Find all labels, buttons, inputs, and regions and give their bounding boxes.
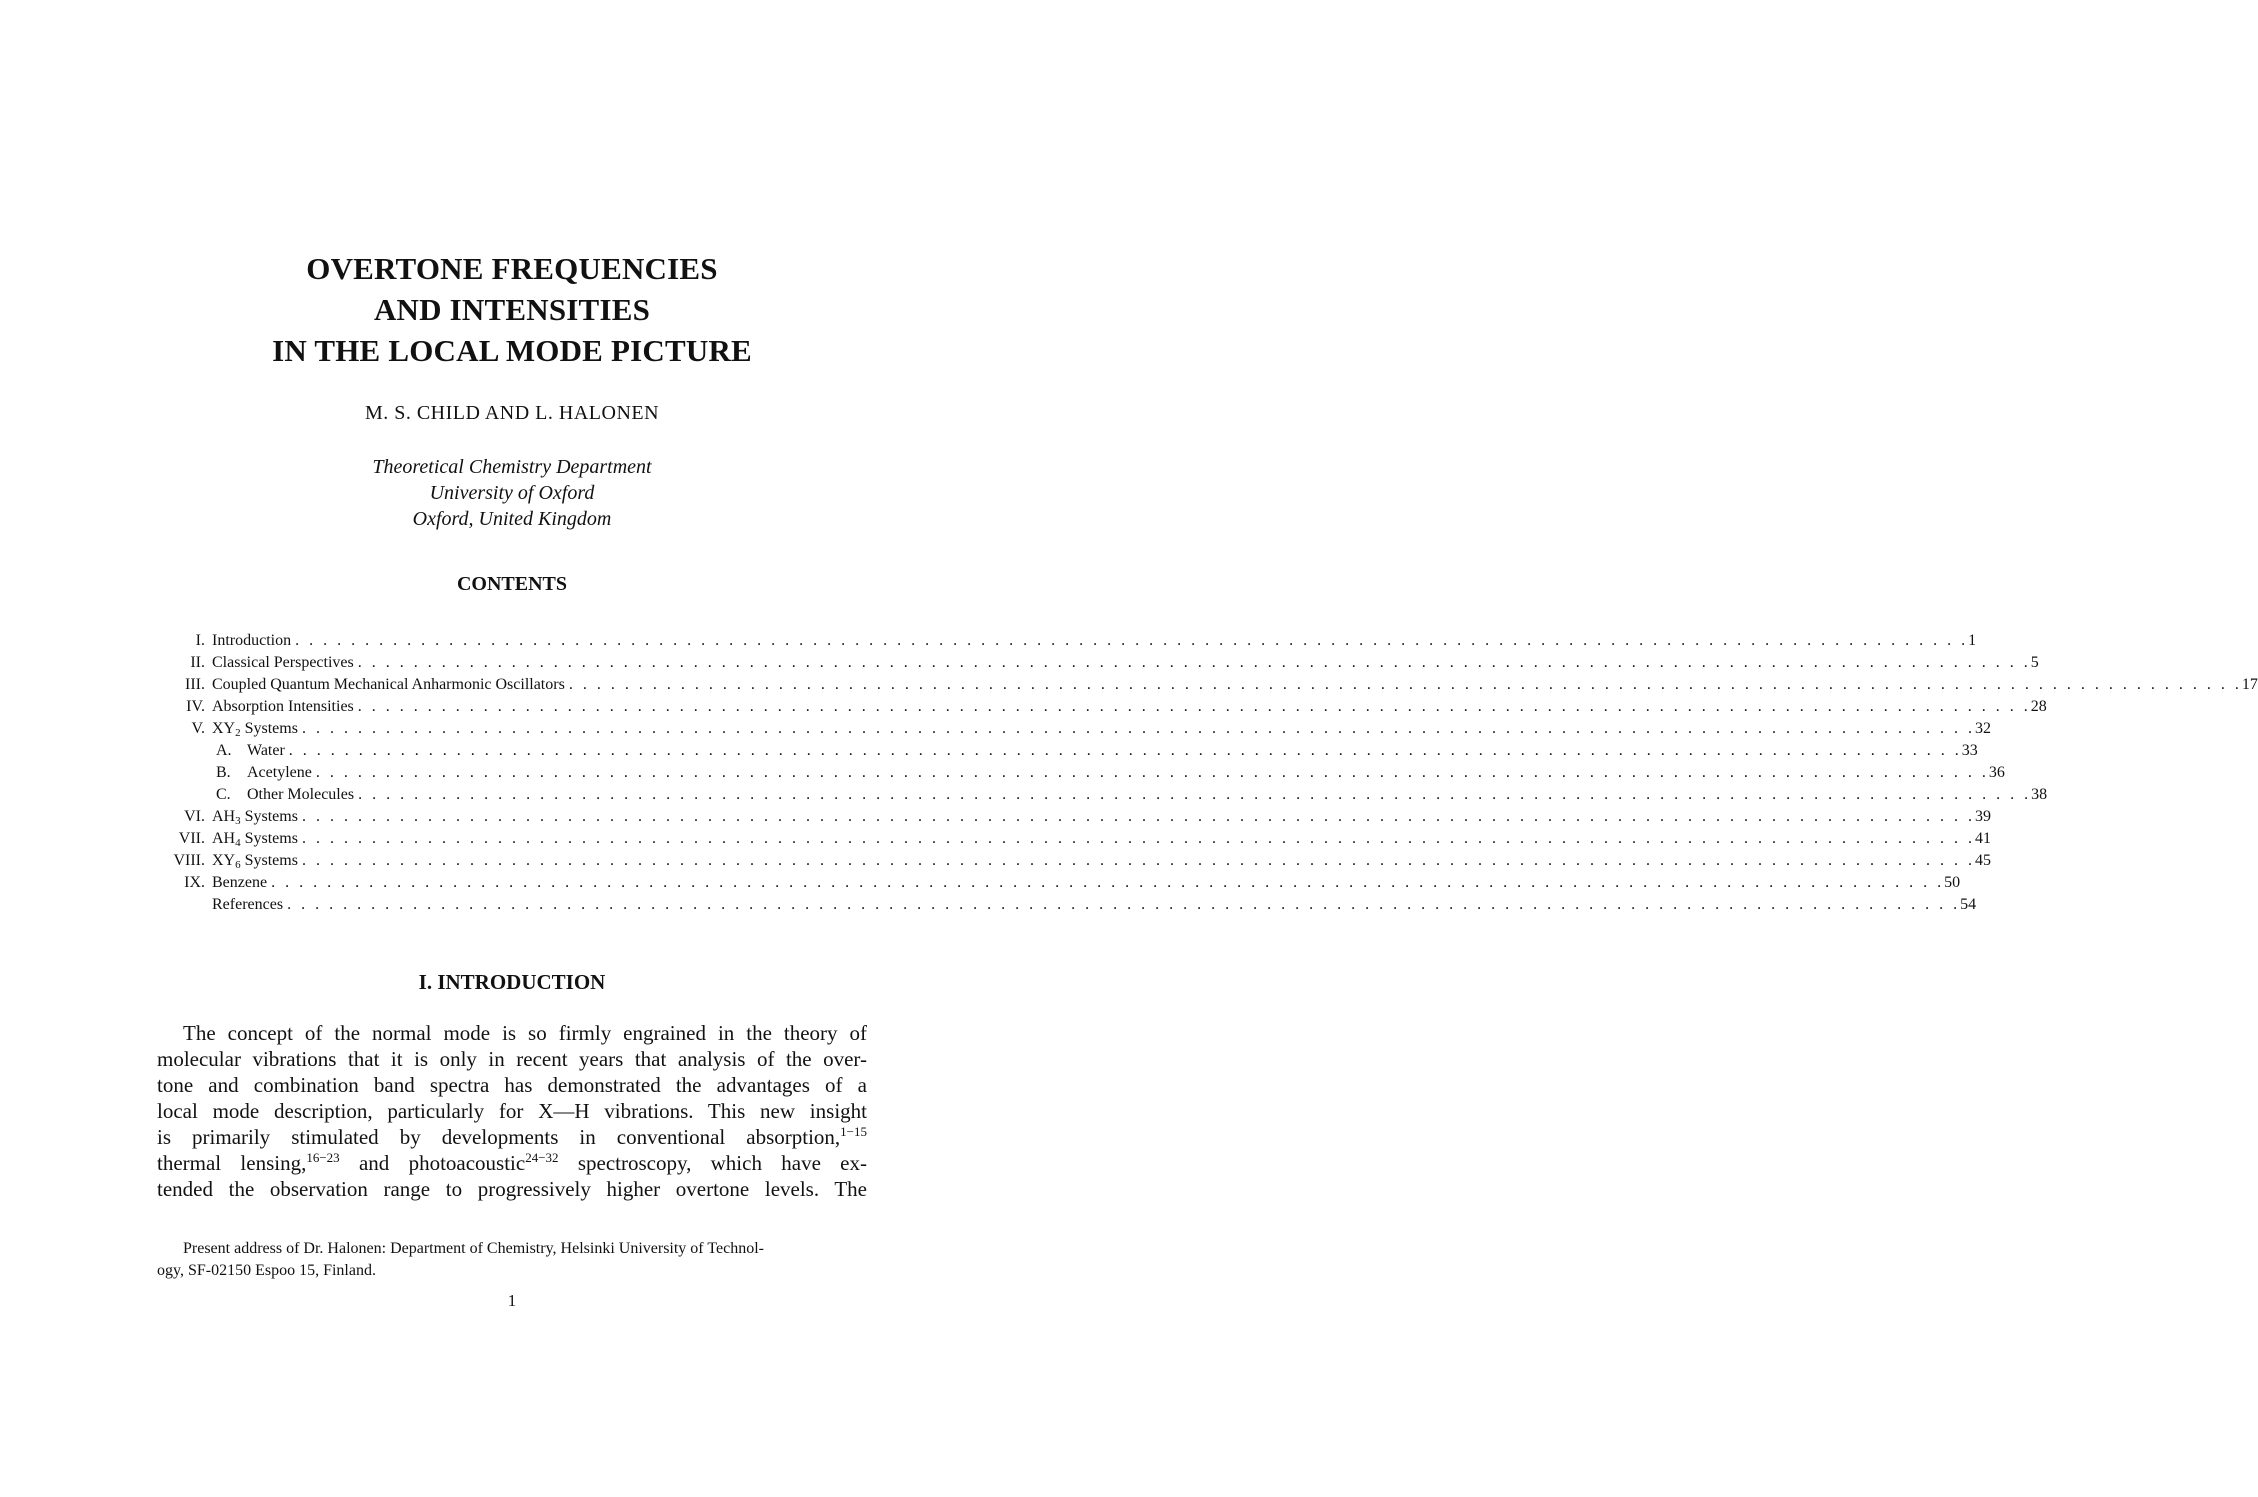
toc-row <box>150 806 1991 828</box>
body-text-span: spectroscopy, which have ex- <box>558 1151 867 1175</box>
citation-superscript: 1−15 <box>840 1124 867 1139</box>
page-number: 1 <box>507 1291 517 1310</box>
footnote-line: ogy, SF-02150 Espoo 15, Finland. <box>157 1262 376 1279</box>
toc-entry <box>212 696 2047 718</box>
toc-leader-dots: . . . . . . . . . . . . . . . . . . . . . . . . . . . . . . . . . . . . . . . . . . . . . . . . . . . . . . . . . . . . . . . . . . . . . . . . . . . . . . . . . . . . . . . . . . . . . . . . . . . . . . . . . . . . . . . . . . . . . . . . <box>295 632 1969 649</box>
toc-row <box>150 872 1961 894</box>
toc-section-number: IX. <box>184 874 205 891</box>
toc-entry <box>216 784 2048 806</box>
toc-label-text: XY <box>212 720 236 737</box>
toc-label-text: XY <box>212 852 236 869</box>
toc-label <box>212 652 354 674</box>
toc-label <box>212 894 283 916</box>
toc-label-text: Other Molecules <box>247 786 355 803</box>
affiliation <box>0 454 1024 532</box>
toc-leader-dots: . . . . . . . . . . . . . . . . . . . . . . . . . . . . . . . . . . . . . . . . . . . . . . . . . . . . . . . . . . . . . . . . . . . . . . . . . . . . . . . . . . . . . . . . . . . . . . . . . . . . . . . . . . . . . . . . . . . . . . . . <box>271 874 1945 891</box>
body-line <box>157 1150 867 1176</box>
toc-subsection-letter: C. <box>216 786 231 803</box>
toc-label-text: Acetylene <box>247 764 312 781</box>
toc-leader-dots: . . . . . . . . . . . . . . . . . . . . . . . . . . . . . . . . . . . . . . . . . . . . . . . . . . . . . . . . . . . . . . . . . . . . . . . . . . . . . . . . . . . . . . . . . . . . . . . . . . . . . . . . . . . . . . . . . . . . . . . . <box>315 764 1989 781</box>
toc-label <box>212 828 298 850</box>
toc-row <box>150 674 2258 696</box>
toc-page-number: 17 <box>2241 676 2258 693</box>
footnote-line: Present address of Dr. Halonen: Department of Chemistry, Helsinki University of Technol- <box>183 1240 764 1257</box>
citation-superscript: 24−32 <box>525 1150 559 1165</box>
toc-row <box>150 718 1991 740</box>
toc-entry <box>216 740 1978 762</box>
toc-entry <box>212 652 2039 674</box>
toc-entry <box>212 828 1991 850</box>
toc-page-number: 5 <box>2030 654 2039 671</box>
affiliation-line: University of Oxford <box>429 482 595 504</box>
body-line: tended the observation range to progressively higher overtone levels. The <box>157 1177 867 1201</box>
toc-label-text: Benzene <box>212 874 268 891</box>
toc-subsection-letter: A. <box>216 742 232 759</box>
toc-label <box>212 696 354 718</box>
toc-page-number: 36 <box>1988 764 2005 781</box>
footnote <box>157 1238 867 1282</box>
toc-page-number: 45 <box>1974 852 1991 869</box>
body-line: local mode description, particularly for X—H vibrations. This new insight <box>157 1099 867 1123</box>
toc-label-text: Classical Perspectives <box>212 654 354 671</box>
body-line <box>157 1124 867 1150</box>
toc-row <box>150 630 1977 652</box>
affiliation-line: Theoretical Chemistry Department <box>372 456 652 478</box>
toc-row <box>150 652 2039 674</box>
toc-entry <box>212 674 2258 696</box>
toc-label-subscript: 2 <box>235 727 241 739</box>
toc-entry <box>212 894 1977 916</box>
toc-label-subscript: 4 <box>235 837 241 849</box>
toc-label-text: AH <box>212 830 236 847</box>
toc-label-text: Absorption Intensities <box>212 698 354 715</box>
toc-page-number: 1 <box>1968 632 1977 649</box>
toc-label-text: Systems <box>240 852 298 869</box>
toc-label <box>216 762 312 784</box>
toc-label-text: Systems <box>240 808 298 825</box>
authors: M. S. CHILD AND L. HALONEN <box>364 402 660 424</box>
toc-leader-dots: . . . . . . . . . . . . . . . . . . . . . . . . . . . . . . . . . . . . . . . . . . . . . . . . . . . . . . . . . . . . . . . . . . . . . . . . . . . . . . . . . . . . . . . . . . . . . . . . . . . . . . . . . . . . . . . . . . . . . . . . <box>301 852 1975 869</box>
toc-section-number: V. <box>191 720 205 737</box>
toc-entry <box>212 718 1991 740</box>
toc-row <box>150 894 1977 916</box>
toc-leader-dots: . . . . . . . . . . . . . . . . . . . . . . . . . . . . . . . . . . . . . . . . . . . . . . . . . . . . . . . . . . . . . . . . . . . . . . . . . . . . . . . . . . . . . . . . . . . . . . . . . . . . . . . . . . . . . . . . . . . . . . . . <box>568 676 2242 693</box>
body-line: molecular vibrations that it is only in recent years that analysis of the over- <box>157 1047 867 1071</box>
toc-leader-dots: . . . . . . . . . . . . . . . . . . . . . . . . . . . . . . . . . . . . . . . . . . . . . . . . . . . . . . . . . . . . . . . . . . . . . . . . . . . . . . . . . . . . . . . . . . . . . . . . . . . . . . . . . . . . . . . . . . . . . . . . <box>357 654 2031 671</box>
body-text-span: thermal lensing, <box>157 1151 307 1175</box>
toc-section-number: VI. <box>184 808 205 825</box>
toc-label <box>216 740 285 762</box>
toc-entry <box>216 762 2005 784</box>
toc-label <box>216 784 354 806</box>
toc-label <box>212 630 291 652</box>
body-paragraph <box>157 1020 867 1202</box>
toc-label-text: Water <box>247 742 285 759</box>
toc-page-number: 33 <box>1961 742 1978 759</box>
toc-row <box>150 762 2005 784</box>
toc-page-number: 38 <box>2031 786 2048 803</box>
toc-label <box>212 850 298 872</box>
contents-heading: CONTENTS <box>456 573 568 595</box>
citation-superscript: 16−23 <box>306 1150 340 1165</box>
toc-section-number: III. <box>185 676 205 693</box>
toc-leader-dots: . . . . . . . . . . . . . . . . . . . . . . . . . . . . . . . . . . . . . . . . . . . . . . . . . . . . . . . . . . . . . . . . . . . . . . . . . . . . . . . . . . . . . . . . . . . . . . . . . . . . . . . . . . . . . . . . . . . . . . . . <box>357 698 2031 715</box>
toc-label <box>212 674 565 696</box>
toc-entry <box>212 630 1977 652</box>
body-line: tone and combination band spectra has demonstrated the advantages of a <box>157 1073 867 1097</box>
toc-label-text: AH <box>212 808 236 825</box>
toc-section-number: IV. <box>186 698 205 715</box>
toc-row <box>150 850 1991 872</box>
toc-section-number: I. <box>195 632 205 649</box>
title-line: OVERTONE FREQUENCIES <box>306 251 718 286</box>
section-heading: I. INTRODUCTION <box>418 970 606 994</box>
toc-leader-dots: . . . . . . . . . . . . . . . . . . . . . . . . . . . . . . . . . . . . . . . . . . . . . . . . . . . . . . . . . . . . . . . . . . . . . . . . . . . . . . . . . . . . . . . . . . . . . . . . . . . . . . . . . . . . . . . . . . . . . . . . <box>301 808 1975 825</box>
body-line: The concept of the normal mode is so firmly engrained in the theory of <box>183 1021 867 1045</box>
body-text-span: is primarily stimulated by developments in conventional absorption, <box>157 1125 841 1149</box>
toc-label-text: Systems <box>240 720 298 737</box>
toc-label-text: References <box>212 896 284 913</box>
toc-section-number: VII. <box>178 830 205 847</box>
toc-entry <box>212 850 1991 872</box>
toc-section-number: VIII. <box>173 852 205 869</box>
toc-leader-dots: . . . . . . . . . . . . . . . . . . . . . . . . . . . . . . . . . . . . . . . . . . . . . . . . . . . . . . . . . . . . . . . . . . . . . . . . . . . . . . . . . . . . . . . . . . . . . . . . . . . . . . . . . . . . . . . . . . . . . . . . <box>301 830 1975 847</box>
title-line: IN THE LOCAL MODE PICTURE <box>272 333 752 368</box>
toc-label <box>212 872 267 894</box>
toc-leader-dots: . . . . . . . . . . . . . . . . . . . . . . . . . . . . . . . . . . . . . . . . . . . . . . . . . . . . . . . . . . . . . . . . . . . . . . . . . . . . . . . . . . . . . . . . . . . . . . . . . . . . . . . . . . . . . . . . . . . . . . . . <box>288 742 1962 759</box>
toc-section-number: II. <box>190 654 205 671</box>
toc-page-number: 39 <box>1974 808 1991 825</box>
toc-row <box>150 784 2048 806</box>
toc-subsection-letter: B. <box>216 764 231 781</box>
body-text-span: and photoacoustic <box>339 1151 526 1175</box>
toc-entry <box>212 872 1961 894</box>
toc-row <box>150 740 1978 762</box>
toc-entry <box>212 806 1991 828</box>
toc-leader-dots: . . . . . . . . . . . . . . . . . . . . . . . . . . . . . . . . . . . . . . . . . . . . . . . . . . . . . . . . . . . . . . . . . . . . . . . . . . . . . . . . . . . . . . . . . . . . . . . . . . . . . . . . . . . . . . . . . . . . . . . . <box>358 786 2032 803</box>
toc-label <box>212 806 298 828</box>
toc-page-number: 28 <box>2030 698 2047 715</box>
toc-page-number: 54 <box>1960 896 1977 913</box>
affiliation-line: Oxford, United Kingdom <box>412 508 612 530</box>
toc-label-text: Introduction <box>212 632 292 649</box>
toc-label <box>212 718 298 740</box>
article-title <box>0 248 1024 371</box>
toc-label-text: Systems <box>240 830 298 847</box>
toc-leader-dots: . . . . . . . . . . . . . . . . . . . . . . . . . . . . . . . . . . . . . . . . . . . . . . . . . . . . . . . . . . . . . . . . . . . . . . . . . . . . . . . . . . . . . . . . . . . . . . . . . . . . . . . . . . . . . . . . . . . . . . . . <box>287 896 1961 913</box>
toc-leader-dots: . . . . . . . . . . . . . . . . . . . . . . . . . . . . . . . . . . . . . . . . . . . . . . . . . . . . . . . . . . . . . . . . . . . . . . . . . . . . . . . . . . . . . . . . . . . . . . . . . . . . . . . . . . . . . . . . . . . . . . . . <box>301 720 1975 737</box>
toc-page-number: 41 <box>1974 830 1991 847</box>
title-line: AND INTENSITIES <box>373 292 651 327</box>
toc-label-text: Coupled Quantum Mechanical Anharmonic Oscillators <box>212 676 565 693</box>
toc-row <box>150 828 1991 850</box>
toc-label-subscript: 3 <box>235 815 241 827</box>
toc-page-number: 32 <box>1974 720 1991 737</box>
table-of-contents <box>150 630 2258 916</box>
toc-page-number: 50 <box>1944 874 1961 891</box>
toc-row <box>150 696 2047 718</box>
toc-label-subscript: 6 <box>235 859 241 871</box>
